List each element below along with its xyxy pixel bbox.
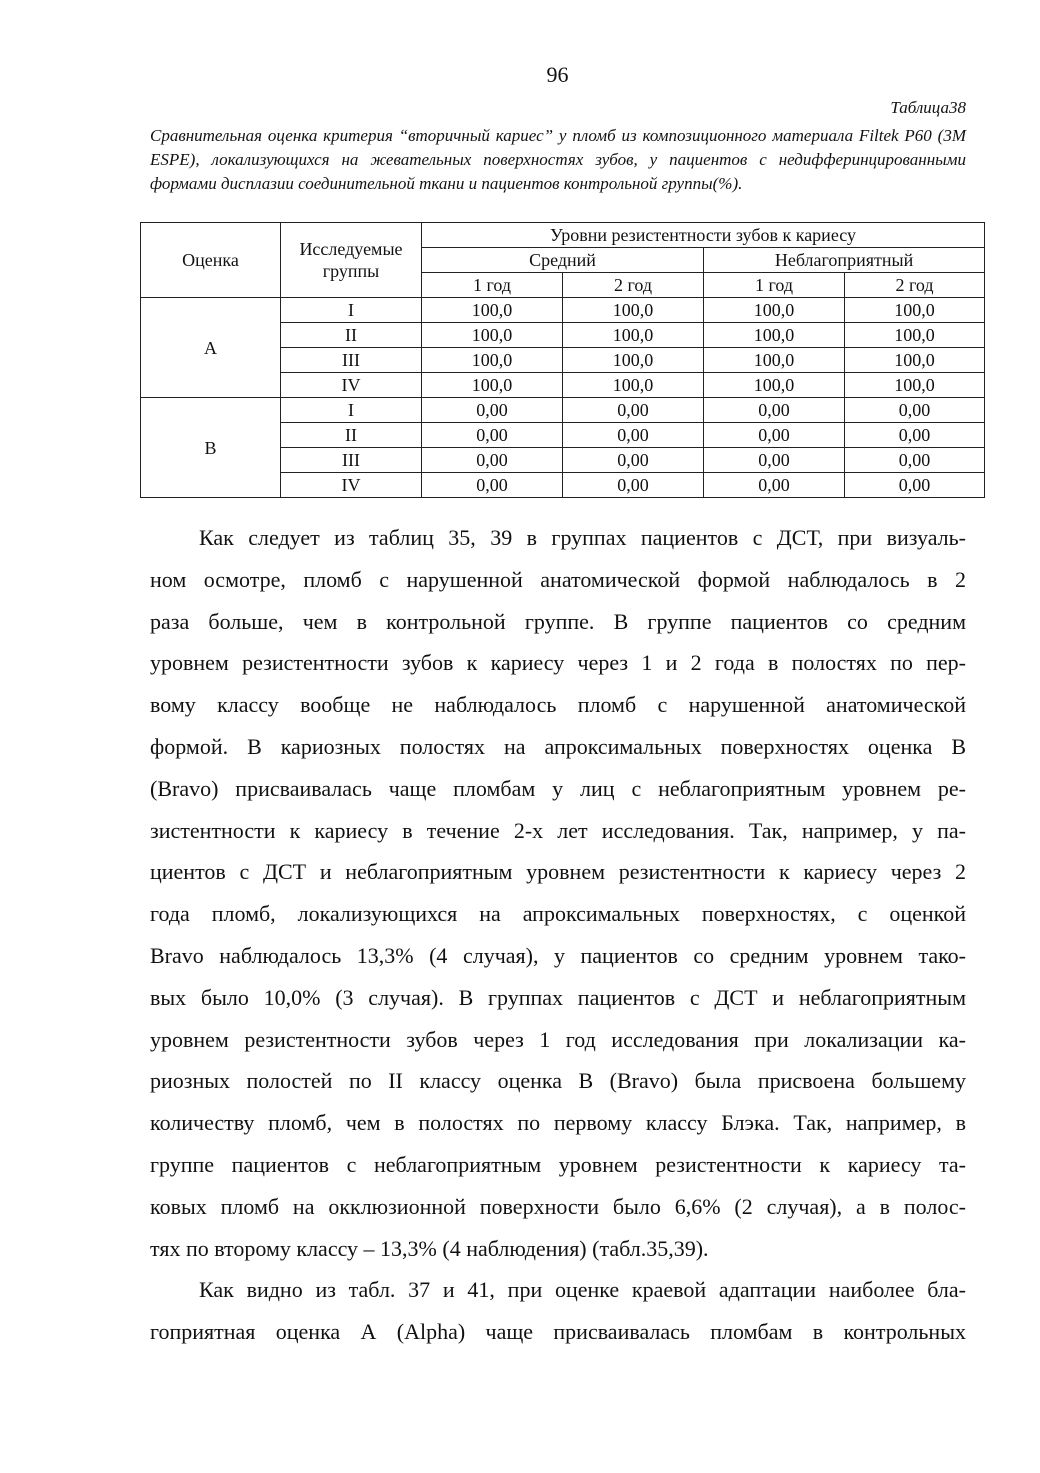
header-medium-year2: 2 год [563, 273, 704, 298]
value-cell: 0,00 [422, 398, 563, 423]
header-medium: Средний [422, 248, 704, 273]
value-cell: 100,0 [422, 348, 563, 373]
header-medium-year1: 1 год [422, 273, 563, 298]
value-cell: 0,00 [704, 398, 845, 423]
text-line: ковых пломб на окклюзионной поверхности было 6,6% (2 случая), а в полос- [150, 1193, 966, 1219]
text-line: Bravo наблюдалось 13,3% (4 случая), у пациентов со средним уровнем тако- [150, 942, 966, 968]
value-cell: 0,00 [845, 423, 985, 448]
value-cell: 100,0 [845, 323, 985, 348]
group-cell: III [281, 348, 422, 373]
table-label: Таблица38 [890, 98, 966, 117]
value-cell: 100,0 [422, 323, 563, 348]
text-line: Как видно из табл. 37 и 41, при оценке краевой адаптации наиболее бла- [199, 1277, 966, 1303]
text-line: раза больше, чем в контрольной группе. В группе пациентов со средним [150, 608, 966, 634]
value-cell: 100,0 [704, 323, 845, 348]
text-line: циентов с ДСТ и неблагоприятным уровнем резистентности к кариесу через 2 [150, 859, 966, 885]
body-text [150, 517, 966, 1353]
value-cell: 0,00 [563, 423, 704, 448]
value-cell: 100,0 [845, 373, 985, 398]
table-row [141, 298, 985, 323]
text-line: количеству пломб, чем в полостях по первому классу Блэка. Так, например, в [150, 1110, 966, 1136]
table-body [141, 298, 985, 498]
text-line: года пломб, локализующихся на апроксимальных поверхностях, с оценкой [150, 901, 966, 927]
value-cell: 0,00 [563, 448, 704, 473]
value-cell: 0,00 [422, 423, 563, 448]
text-line: Как следует из таблиц 35, 39 в группах пациентов с ДСТ, при визуаль- [199, 525, 966, 550]
header-groups: Исследуемые группы [281, 223, 422, 298]
text-line: (Bravo) присваивалась чаще пломбам у лиц с неблагоприятным уровнем ре- [150, 775, 966, 801]
paragraph-1 [150, 517, 966, 1269]
value-cell: 0,00 [422, 448, 563, 473]
value-cell: 0,00 [845, 448, 985, 473]
value-cell: 0,00 [845, 398, 985, 423]
text-line: уровнем резистентности зубов через 1 год исследования при локализации ка- [150, 1026, 966, 1052]
value-cell: 100,0 [422, 298, 563, 323]
text-line: ном осмотре, пломб с нарушенной анатомической формой наблюдалось в 2 [150, 566, 966, 592]
value-cell: 100,0 [704, 348, 845, 373]
group-cell: III [281, 448, 422, 473]
value-cell: 100,0 [845, 298, 985, 323]
text-line: зистентности к кариесу в течение 2-х лет исследования. Так, например, у па- [150, 817, 966, 843]
text-line: вых было 10,0% (3 случая). В группах пациентов с ДСТ и неблагоприятным [150, 984, 966, 1010]
paragraph-2 [150, 1269, 966, 1353]
header-score: Оценка [141, 223, 281, 298]
group-cell: II [281, 323, 422, 348]
header-resistance: Уровни резистентности зубов к кариесу [422, 223, 985, 248]
header-unfavorable-year2: 2 год [845, 273, 985, 298]
text-line: гоприятная оценка А (Alpha) чаще присваивалась пломбам в контрольных [150, 1319, 966, 1345]
value-cell: 0,00 [704, 448, 845, 473]
value-cell: 100,0 [563, 298, 704, 323]
table-row [141, 398, 985, 423]
group-cell: I [281, 298, 422, 323]
text-line: вому классу вообще не наблюдалось пломб с нарушенной анатомической [150, 692, 966, 718]
value-cell: 100,0 [563, 373, 704, 398]
table-caption: Сравнительная оценка критерия “вторичный кариес” у пломб из композиционного материала Filtek P60 (3M ESPE), локализующихся на жевательных поверхностях зубов, у пациентов с недифферинцированными формами дисплазии соединительной ткани и пациентов контрольной группы(%). [150, 126, 966, 193]
results-table [140, 222, 985, 498]
group-cell: I [281, 398, 422, 423]
value-cell: 100,0 [704, 298, 845, 323]
text-line: уровнем резистентности зубов к кариесу через 1 и 2 года в полостях по пер- [150, 650, 966, 676]
text-line: формой. В кариозных полостях на апроксимальных поверхностях оценка В [150, 733, 966, 759]
value-cell: 0,00 [845, 473, 985, 498]
header-unfavorable-year1: 1 год [704, 273, 845, 298]
value-cell: 0,00 [704, 423, 845, 448]
text-line: тях по второму классу – 13,3% (4 наблюдения) (табл.35,39). [150, 1235, 709, 1261]
value-cell: 0,00 [563, 473, 704, 498]
value-cell: 0,00 [704, 473, 845, 498]
value-cell: 100,0 [563, 348, 704, 373]
group-cell: IV [281, 373, 422, 398]
value-cell: 100,0 [704, 373, 845, 398]
score-cell: B [141, 398, 281, 498]
score-cell: A [141, 298, 281, 398]
value-cell: 100,0 [422, 373, 563, 398]
value-cell: 100,0 [563, 323, 704, 348]
group-cell: IV [281, 473, 422, 498]
value-cell: 0,00 [422, 473, 563, 498]
value-cell: 0,00 [563, 398, 704, 423]
page-number: 96 [546, 62, 569, 87]
text-line: риозных полостей по II классу оценка В (Bravo) была присвоена большему [150, 1068, 966, 1094]
value-cell: 100,0 [845, 348, 985, 373]
header-unfavorable: Неблагоприятный [704, 248, 985, 273]
text-line: группе пациентов с неблагоприятным уровнем резистентности к кариесу та- [150, 1151, 966, 1177]
group-cell: II [281, 423, 422, 448]
